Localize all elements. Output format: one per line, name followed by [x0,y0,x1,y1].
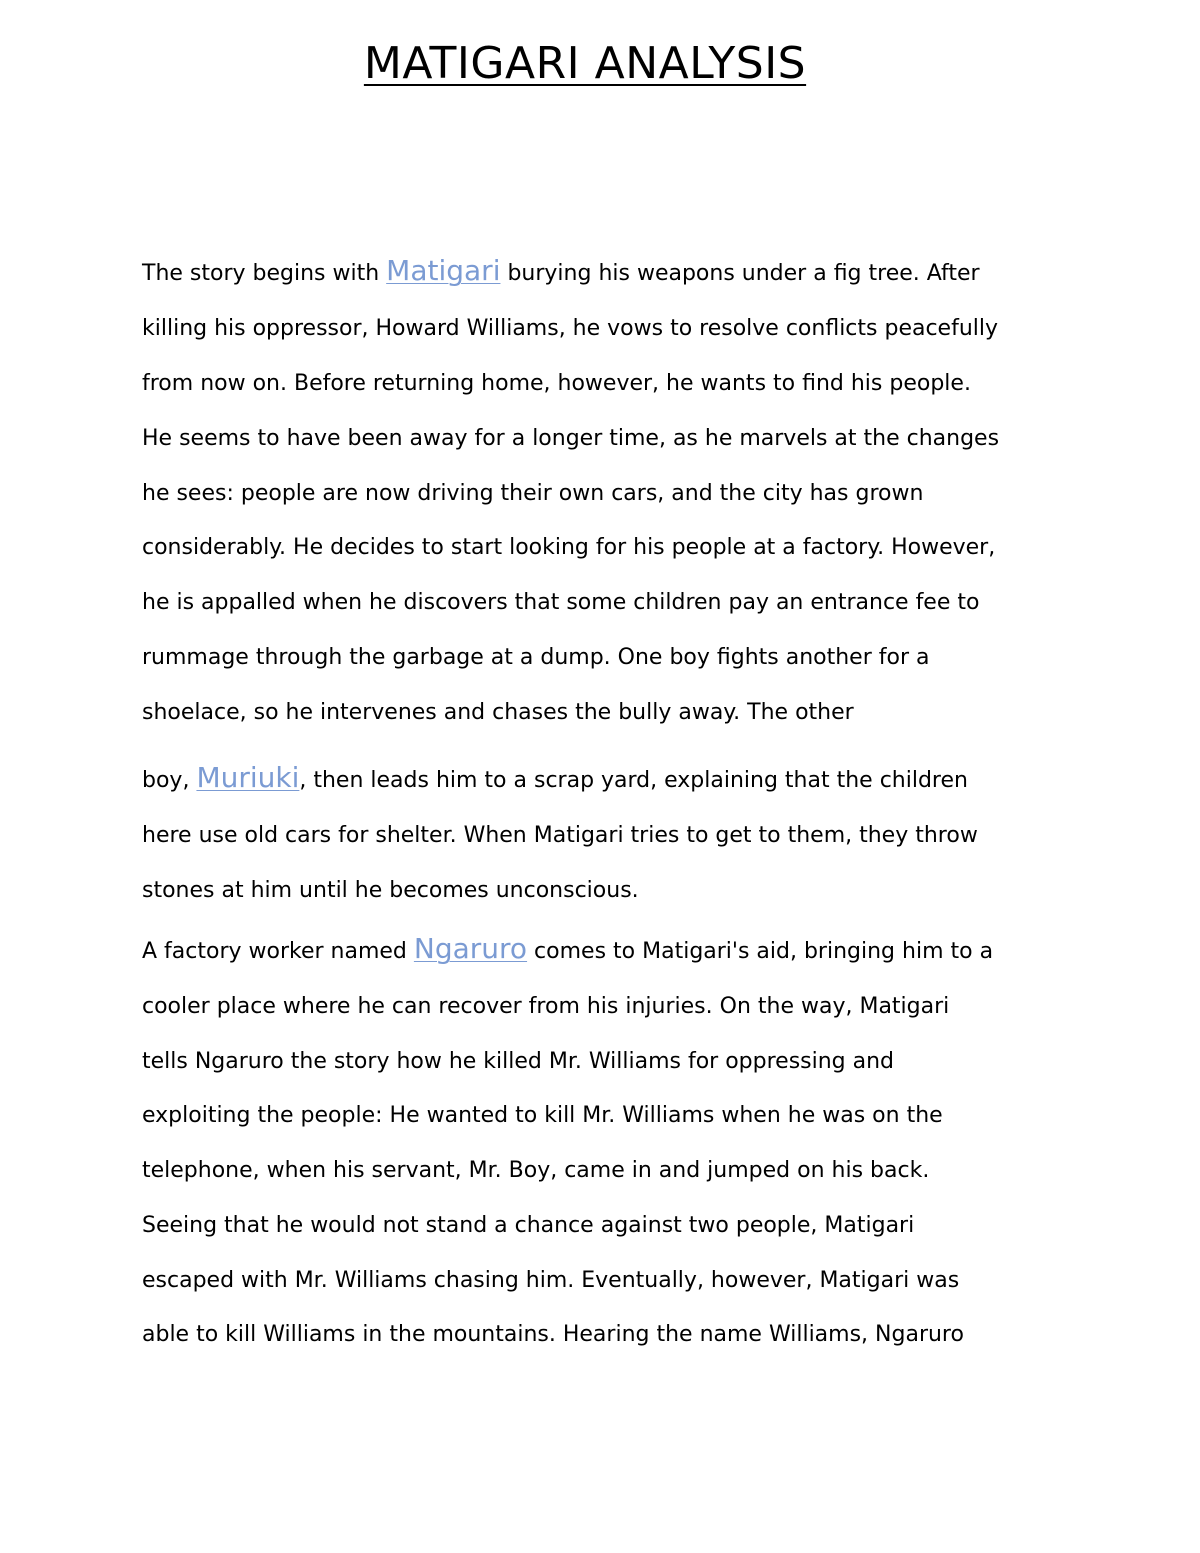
text-segment: burying his weapons under a fig tree. After [500,261,980,286]
text-line: able to kill Williams in the mountains. Hearing the name Williams, Ngaruro [142,1322,964,1347]
text-line: tells Ngaruro the story how he killed Mr. Williams for oppressing and [142,1049,895,1074]
text-line [142,934,993,967]
text-line: shoelace, so he intervenes and chases the bully away. The other [142,700,854,725]
text-segment: , then leads him to a scrap yard, explaining that the children [299,768,968,793]
text-line: Seeing that he would not stand a chance against two people, Matigari [142,1213,915,1238]
text-line: from now on. Before returning home, however, he wants to find his people. [142,371,971,396]
text-line [142,763,968,796]
link-muriuki[interactable]: Muriuki [196,761,300,794]
text-segment: A factory worker named [142,939,414,964]
text-line: killing his oppressor, Howard Williams, he vows to resolve conflicts peacefully [142,316,999,341]
link-ngaruro[interactable]: Ngaruro [413,932,528,965]
text-segment: The story begins with [142,261,387,286]
text-line: He seems to have been away for a longer time, as he marvels at the changes [142,426,1000,451]
text-segment: comes to Matigari's aid, bringing him to a [527,939,994,964]
text-line: he is appalled when he discovers that some children pay an entrance fee to [142,590,980,615]
text-line: he sees: people are now driving their own cars, and the city has grown [142,481,924,506]
text-line: exploiting the people: He wanted to kill Mr. Williams when he was on the [142,1103,943,1128]
text-line: rummage through the garbage at a dump. One boy fights another for a [142,645,930,670]
text-line: telephone, when his servant, Mr. Boy, came in and jumped on his back. [142,1158,930,1183]
text-line [142,256,980,289]
text-line: escaped with Mr. Williams chasing him. Eventually, however, Matigari was [142,1268,960,1293]
text-line: stones at him until he becomes unconscious. [142,878,639,903]
text-line: cooler place where he can recover from his injuries. On the way, Matigari [142,994,950,1019]
text-line: here use old cars for shelter. When Matigari tries to get to them, they throw [142,823,978,848]
text-segment: boy, [142,768,197,793]
link-matigari[interactable]: Matigari [386,254,501,287]
text-line: considerably. He decides to start looking for his people at a factory. However, [142,535,996,560]
document-title: MATIGARI ANALYSIS [363,38,807,89]
